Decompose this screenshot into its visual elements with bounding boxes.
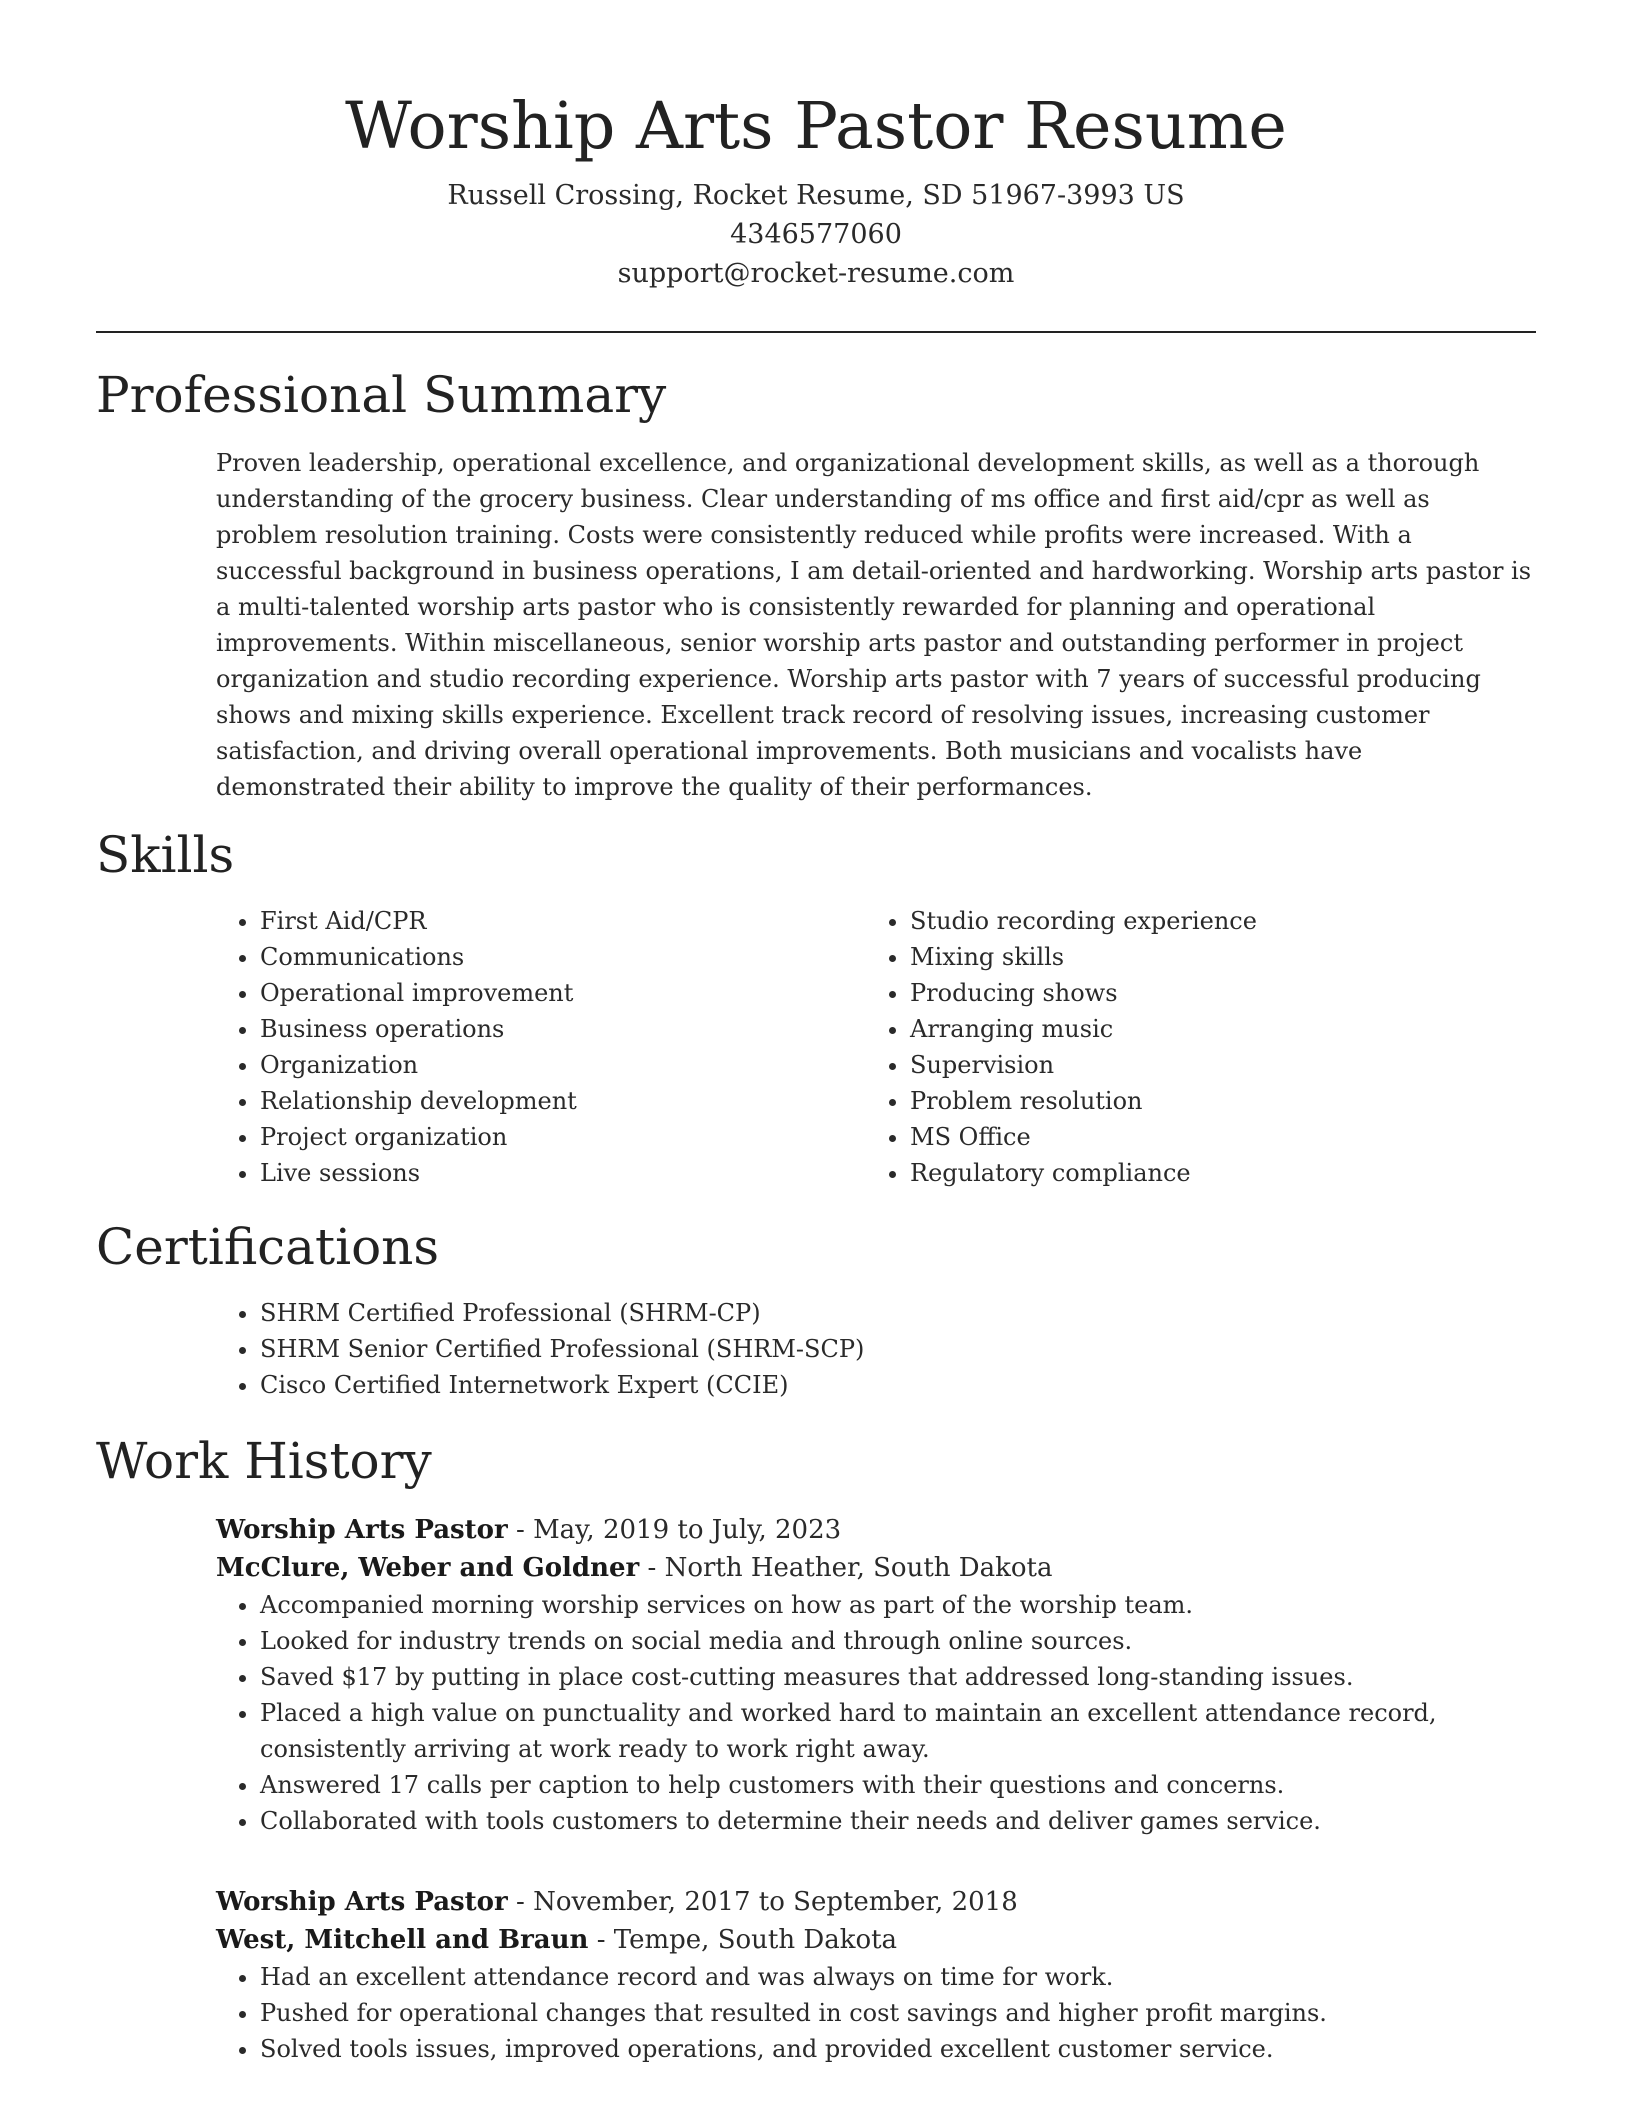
work-history-section (96, 1429, 1536, 2067)
header-divider (96, 331, 1536, 333)
certification-item: • SHRM Certified Professional (SHRM-CP) (260, 1295, 1536, 1331)
job-task: • Collaborated with tools customers to determine their needs and deliver games service. (260, 1803, 1536, 1839)
job-task: • Answered 17 calls per caption to help customers with their questions and concerns. (260, 1767, 1536, 1803)
job-dates: May, 2019 to July, 2023 (533, 1515, 842, 1545)
skills-heading: Skills (96, 826, 235, 884)
skill-item: • Operational improvement (260, 975, 866, 1011)
certifications-list-wrap (216, 1295, 1536, 1403)
job-task-list (216, 1959, 1536, 2067)
skill-item: • Project organization (260, 1119, 866, 1155)
skill-item: • Relationship development (260, 1083, 866, 1119)
job-entry (216, 1511, 1536, 1839)
job-separator: - (516, 1887, 534, 1917)
contact-address: Russell Crossing, Rocket Resume, SD 51967-3993 US (447, 180, 1185, 211)
contact-phone: 4346577060 (730, 219, 902, 250)
certifications-list (216, 1295, 1536, 1403)
job-separator: - (647, 1553, 665, 1583)
job-task: • Placed a high value on punctuality and worked hard to maintain an excellent attendance record, consistently arriving at work ready to work right away. (260, 1695, 1536, 1767)
certification-item: • SHRM Senior Certified Professional (SHRM-SCP) (260, 1331, 1536, 1367)
skill-item: • Communications (260, 939, 866, 975)
job-dates: November, 2017 to September, 2018 (533, 1887, 1018, 1917)
job-task: • Accompanied morning worship services on how as part of the worship team. (260, 1587, 1536, 1623)
summary-text: Proven leadership, operational excellence, and organizational development skills, as well as a thorough understanding of the grocery business. Clear understanding of ms office and first aid/cpr as well as problem resolution training. Costs were consistently reduced while profits were increased. With a successful background in business operations, I am detail-oriented and hardworking. Worship arts pastor is a multi-talented worship arts pastor who is consistently rewarded for planning and operational improvements. Within miscellaneous, senior worship arts pastor and outstanding performer in project organization and studio recording experience. Worship arts pastor with 7 years of successful producing shows and mixing skills experience. Excellent track record of resolving issues, increasing customer satisfaction, and driving overall operational improvements. Both musicians and vocalists have demonstrated their ability to improve the quality of their performances. (216, 449, 1532, 801)
skills-column-right (866, 903, 1516, 1191)
skill-item: • Organization (260, 1047, 866, 1083)
job-task: • Had an excellent attendance record and was always on time for work. (260, 1959, 1536, 1995)
skill-item: • Supervision (910, 1047, 1516, 1083)
skill-item: • First Aid/CPR (260, 903, 866, 939)
job-company-line (216, 1549, 1536, 1587)
skills-column-left (216, 903, 866, 1191)
skills-columns (216, 903, 1536, 1191)
summary-section (96, 363, 1536, 805)
job-title: Worship Arts Pastor (216, 1515, 508, 1545)
contact-info (96, 176, 1536, 293)
job-task-list (216, 1587, 1536, 1839)
skill-item: • MS Office (910, 1119, 1516, 1155)
skill-item: • Regulatory compliance (910, 1155, 1516, 1191)
job-entry (216, 1883, 1536, 2067)
skill-item: • Live sessions (260, 1155, 866, 1191)
skills-section (96, 823, 1536, 1191)
skill-item: • Arranging music (910, 1011, 1516, 1047)
job-task: • Pushed for operational changes that resulted in cost savings and higher profit margins. (260, 1995, 1536, 2031)
skill-item: • Mixing skills (910, 939, 1516, 975)
skills-list-right (866, 903, 1516, 1191)
job-title-line (216, 1883, 1536, 1921)
job-separator: - (516, 1515, 534, 1545)
job-task: • Saved $17 by putting in place cost-cutting measures that addressed long-standing issues. (260, 1659, 1536, 1695)
job-company-line (216, 1921, 1536, 1959)
job-title: Worship Arts Pastor (216, 1887, 508, 1917)
skill-item: • Business operations (260, 1011, 866, 1047)
work-history-heading: Work History (96, 1432, 432, 1490)
resume-header (96, 0, 1536, 293)
resume-title: Worship Arts Pastor Resume (345, 89, 1287, 164)
skill-item: • Problem resolution (910, 1083, 1516, 1119)
job-task: • Solved tools issues, improved operations, and provided excellent customer service. (260, 2031, 1536, 2067)
job-location: Tempe, South Dakota (613, 1925, 898, 1955)
contact-email: support@rocket-resume.com (617, 258, 1015, 289)
certification-item: • Cisco Certified Internetwork Expert (CCIE) (260, 1367, 1536, 1403)
summary-heading: Professional Summary (96, 366, 667, 424)
skill-item: • Producing shows (910, 975, 1516, 1011)
job-title-line (216, 1511, 1536, 1549)
skill-item: • Studio recording experience (910, 903, 1516, 939)
skills-list-left (216, 903, 866, 1191)
job-company: West, Mitchell and Braun (216, 1925, 589, 1955)
job-location: North Heather, South Dakota (664, 1553, 1053, 1583)
certifications-section (96, 1215, 1536, 1403)
job-company: McClure, Weber and Goldner (216, 1553, 640, 1583)
certifications-heading: Certifications (96, 1218, 440, 1276)
job-task: • Looked for industry trends on social media and through online sources. (260, 1623, 1536, 1659)
job-separator: - (596, 1925, 614, 1955)
